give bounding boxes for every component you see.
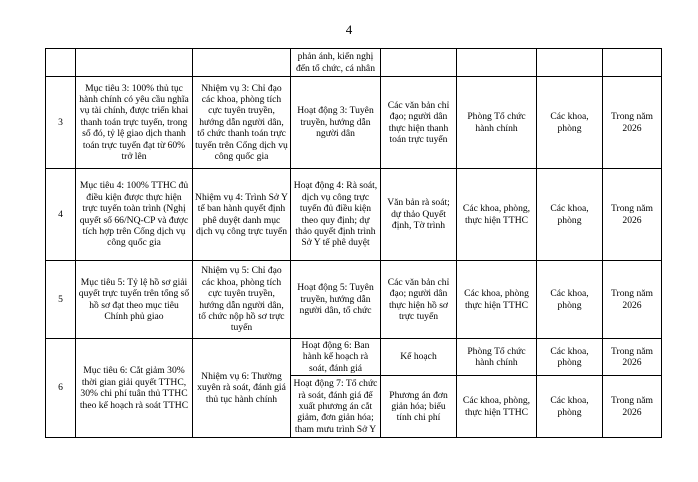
cell-support: Các khoa, phòng [537, 261, 603, 339]
cell-activity: Hoạt động 3: Tuyên truyền, hướng dẫn người dân [291, 77, 381, 169]
cell-no: 5 [46, 261, 76, 339]
cell-output: Phương án đơn giản hóa; biểu tính chi phí [381, 376, 457, 438]
cell-time: Trong năm 2026 [603, 261, 662, 339]
cell-goal: Mục tiêu 6: Cắt giảm 30% thời gian giải quyết TTHC, 30% chi phí tuân thủ TTHC theo kế hoạch rà soát TTHC [76, 339, 193, 438]
plan-table [45, 48, 662, 438]
cell-no: 4 [46, 169, 76, 261]
cell-lead: Phòng Tổ chức hành chính [457, 339, 537, 376]
table-row [46, 339, 662, 376]
cell-output: Văn bản rà soát; dự thảo Quyết định, Tờ trình [381, 169, 457, 261]
cell-support: Các khoa, phòng [537, 169, 603, 261]
cell-no: 3 [46, 77, 76, 169]
cell-no: 6 [46, 339, 76, 438]
cell-activity: phản ánh, kiến nghị đến tổ chức, cá nhân [291, 49, 381, 77]
cell-time [603, 49, 662, 77]
cell-lead [457, 49, 537, 77]
cell-activity: Hoạt động 5: Tuyên truyền, hướng dẫn người dân, tổ chức [291, 261, 381, 339]
cell-lead: Các khoa, phòng thực hiện TTHC [457, 261, 537, 339]
cell-goal [76, 49, 193, 77]
cell-task: Nhiệm vụ 3: Chỉ đạo các khoa, phòng tích cực tuyên truyền, hướng dẫn người dân, tổ chức thanh toán trực tuyến trên Cổng dịch vụ công quốc gia [193, 77, 291, 169]
cell-activity: Hoạt động 7: Tổ chức rà soát, đánh giá để xuất phương án cắt giảm, đơn giản hóa; tham mưu trình Sở Y [291, 376, 381, 438]
cell-output: Các văn bản chỉ đạo; người dân thực hiện hồ sơ trực tuyến [381, 261, 457, 339]
cell-goal: Mục tiêu 3: 100% thủ tục hành chính có yêu cầu nghĩa vụ tài chính, được triển khai thanh toán trực tuyến, trong số đó, tỷ lệ giao dịch thanh toán trực tuyến đạt từ 60% trở lên [76, 77, 193, 169]
cell-time: Trong năm 2026 [603, 77, 662, 169]
cell-output: Kế hoạch [381, 339, 457, 376]
cell-task: Nhiệm vụ 4: Trình Sở Y tế ban hành quyết định phê duyệt danh mục dịch vụ công trực tuyến [193, 169, 291, 261]
cell-time: Trong năm 2026 [603, 339, 662, 376]
table-row-continuation [46, 49, 662, 77]
table-row [46, 77, 662, 169]
page-number: 4 [345, 22, 353, 37]
cell-no [46, 49, 76, 77]
cell-activity: Hoạt động 6: Ban hành kế hoạch rà soát, đánh giá [291, 339, 381, 376]
table-row [46, 169, 662, 261]
cell-task: Nhiệm vụ 6: Thường xuyên rà soát, đánh giá thủ tục hành chính [193, 339, 291, 438]
cell-lead: Các khoa, phòng, thực hiện TTHC [457, 376, 537, 438]
cell-support: Các khoa, phòng [537, 77, 603, 169]
cell-time: Trong năm 2026 [603, 376, 662, 438]
cell-task: Nhiệm vụ 5: Chỉ đạo các khoa, phòng tích cực tuyên truyền, hướng dẫn người dân, tổ chức nộp hồ sơ trực tuyến [193, 261, 291, 339]
cell-support [537, 49, 603, 77]
cell-goal: Mục tiêu 5: Tỷ lệ hồ sơ giải quyết trực tuyến trên tổng số hồ sơ đạt theo mục tiêu Chính phủ giao [76, 261, 193, 339]
cell-support: Các khoa, phòng [537, 339, 603, 376]
cell-output [381, 49, 457, 77]
cell-task [193, 49, 291, 77]
table-row [46, 261, 662, 339]
cell-lead: Các khoa, phòng, thực hiện TTHC [457, 169, 537, 261]
cell-activity: Hoạt động 4: Rà soát, dịch vụ công trực tuyến đủ điều kiện theo quy định; dự thảo quyết định trình Sở Y tế phê duyệt [291, 169, 381, 261]
cell-time: Trong năm 2026 [603, 169, 662, 261]
cell-output: Các văn bản chỉ đạo; người dân thực hiện thanh toán trực tuyến [381, 77, 457, 169]
cell-goal: Mục tiêu 4: 100% TTHC đủ điều kiện được thực hiện trực tuyến toàn trình (Nghị quyết số 66/NQ-CP và được tích hợp trên Cổng dịch vụ công quốc gia [76, 169, 193, 261]
cell-support: Các khoa, phòng [537, 376, 603, 438]
cell-lead: Phòng Tổ chức hành chính [457, 77, 537, 169]
